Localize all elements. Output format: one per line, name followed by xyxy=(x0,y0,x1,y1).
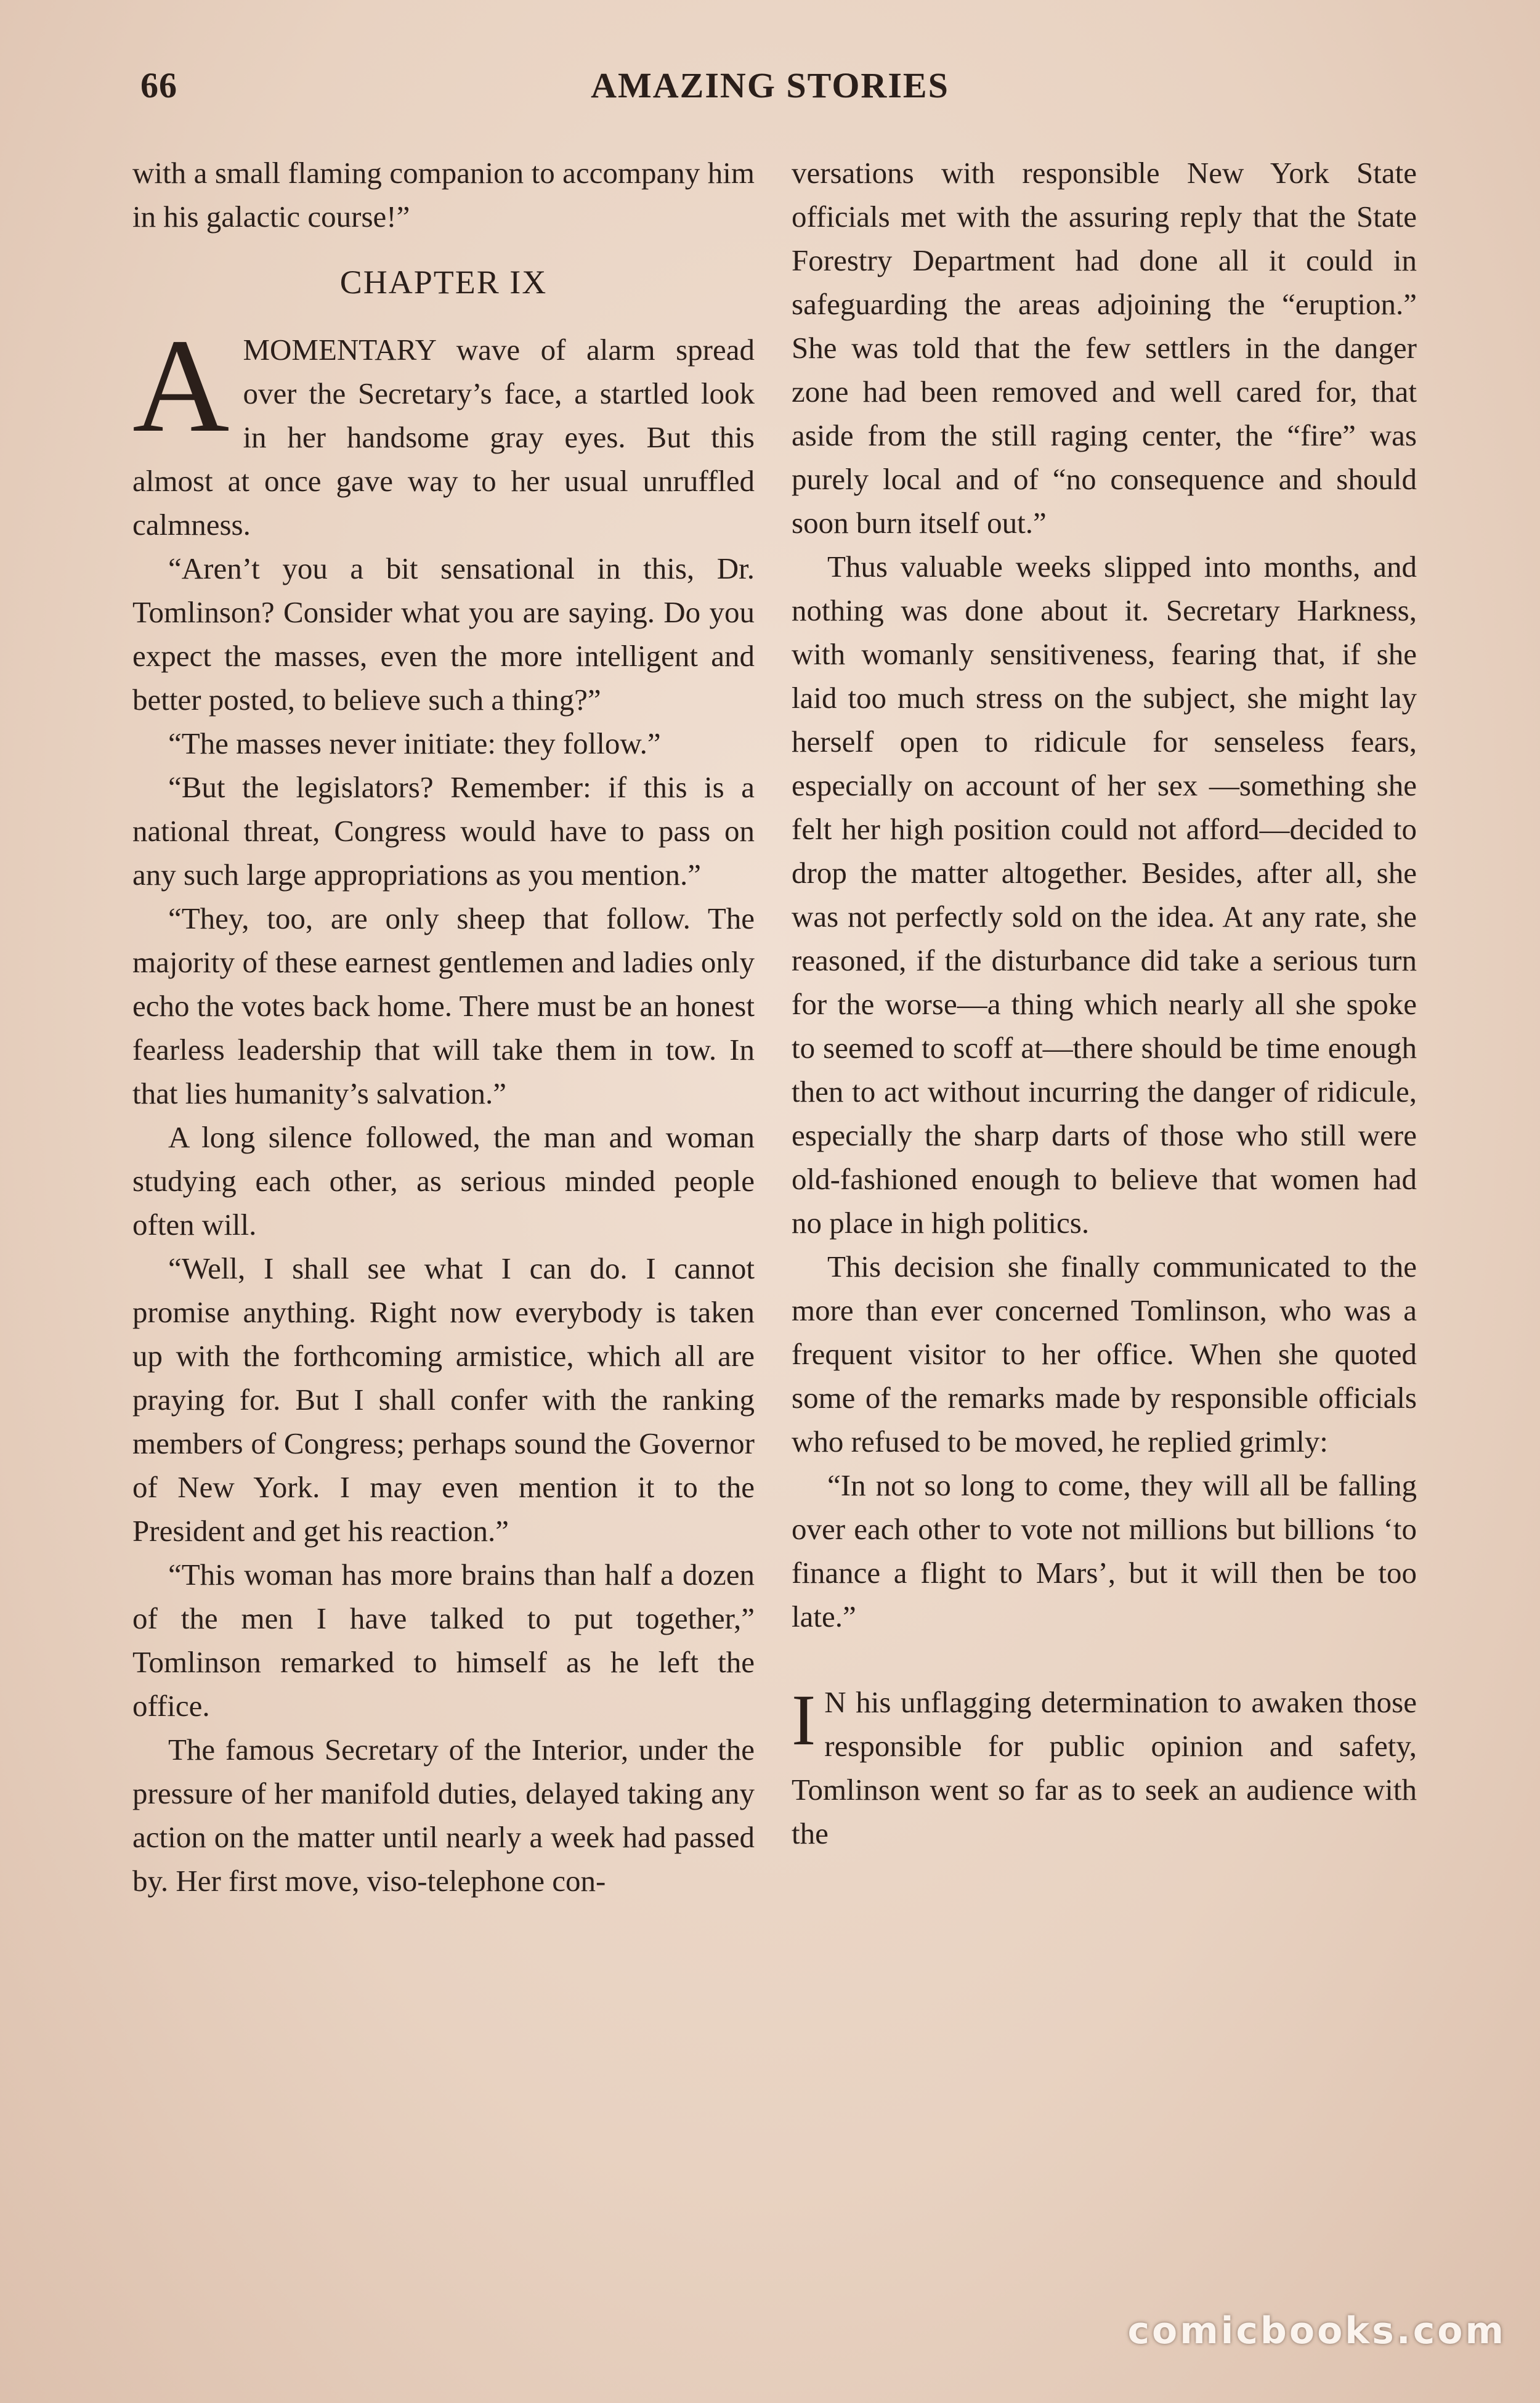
paragraph-with-dropcap xyxy=(792,1680,1417,1855)
paragraph: “Well, I shall see what I can do. I cannot promise anything. Right now everybody is taken up with the forthcoming armistice, which all are praying for. But I shall confer with the ranking members of Congress; perhaps sound the Governor of New York. I may even mention it to the President and get his reaction.” xyxy=(132,1251,755,1548)
paragraph: This decision she finally communicated to the more than ever concerned Tomlinson, who was a frequent visitor to her office. When she quoted some of the remarks made by responsible officials who refused to be moved, he replied grimly: xyxy=(792,1250,1417,1458)
paragraph: “This woman has more brains than half a dozen of the men I have talked to put together,” Tomlinson remarked to himself as he left the office. xyxy=(132,1558,755,1723)
page-number: 66 xyxy=(140,65,177,105)
running-head: AMAZING STORIES xyxy=(591,65,949,105)
paragraph: versations with responsible New York State officials met with the assuring reply that the State Forestry Department had done all it could in safeguarding the areas adjoining the “eruption.” She was told that the few settlers in the danger zone had been removed and well cared for, that aside from the still raging center, the “fire” was purely local and of “no consequence and should soon burn itself out.” xyxy=(792,156,1417,540)
paragraph-text: MOMENTARY wave of alarm spread over the Secretary’s face, a startled look in her handsome gray eyes. But this almost at once gave way to her usual unruffled calmness. xyxy=(132,333,755,542)
paragraph: A long silence followed, the man and woman studying each other, as serious minded people often will. xyxy=(132,1120,755,1242)
paragraph: “The masses never initiate: they follow.” xyxy=(168,726,661,760)
right-column xyxy=(792,151,1417,1855)
paragraph: with a small flaming companion to accompany him in his galactic course!” xyxy=(132,156,755,234)
chapter-heading: CHAPTER IX xyxy=(339,264,548,301)
paragraph: “They, too, are only sheep that follow. The majority of these earnest gentlemen and ladies only echo the votes back home. There must be an honest fearless leadership that will take them in tow. In that lies humanity’s salvation.” xyxy=(132,901,755,1110)
drop-cap: I xyxy=(792,1680,816,1760)
paragraph: The famous Secretary of the Interior, under the pressure of her manifold duties, delayed taking any action on the matter until nearly a week had passed by. Her first move, viso-telephone con- xyxy=(132,1733,755,1898)
paragraph: “In not so long to come, they will all be falling over each other to vote not millions but billions ‘to finance a flight to Mars’, but it will then be too late.” xyxy=(792,1468,1417,1633)
drop-cap: A xyxy=(132,312,230,460)
paragraph: “Aren’t you a bit sensational in this, Dr. Tomlinson? Consider what you are saying. Do you expect the masses, even the more intelligent and better posted, to believe such a thing?” xyxy=(132,551,755,717)
left-column xyxy=(132,151,755,1903)
paragraph-with-dropcap xyxy=(132,312,755,547)
paragraph-text: N his unflagging determination to awaken those responsible for public opinion and safety, Tomlinson went so far as to seek an audience with the xyxy=(792,1685,1417,1850)
paragraph: Thus valuable weeks slipped into months, and nothing was done about it. Secretary Harkness, with womanly sensitiveness, fearing that, if she laid too much stress on the subject, she might lay herself open to ridicule for senseless fears, especially on account of her sex —something she felt her high position could not afford—decided to drop the matter altogether. Besides, after all, she was not perfectly sold on the idea. At any rate, she reasoned, if the disturbance did take a serious turn for the worse—a thing which nearly all she spoke to seemed to scoff at—there should be time enough then to act without incurring the danger of ridicule, especially the sharp darts of those who still were old-fashioned enough to believe that women had no place in high politics. xyxy=(792,550,1417,1240)
site-watermark: comicbooks.com xyxy=(1127,2309,1506,2352)
section-break xyxy=(792,1638,1417,1680)
paragraph: “But the legislators? Remember: if this is a national threat, Congress would have to pass on any such large appropriations as you mention.” xyxy=(132,770,755,892)
